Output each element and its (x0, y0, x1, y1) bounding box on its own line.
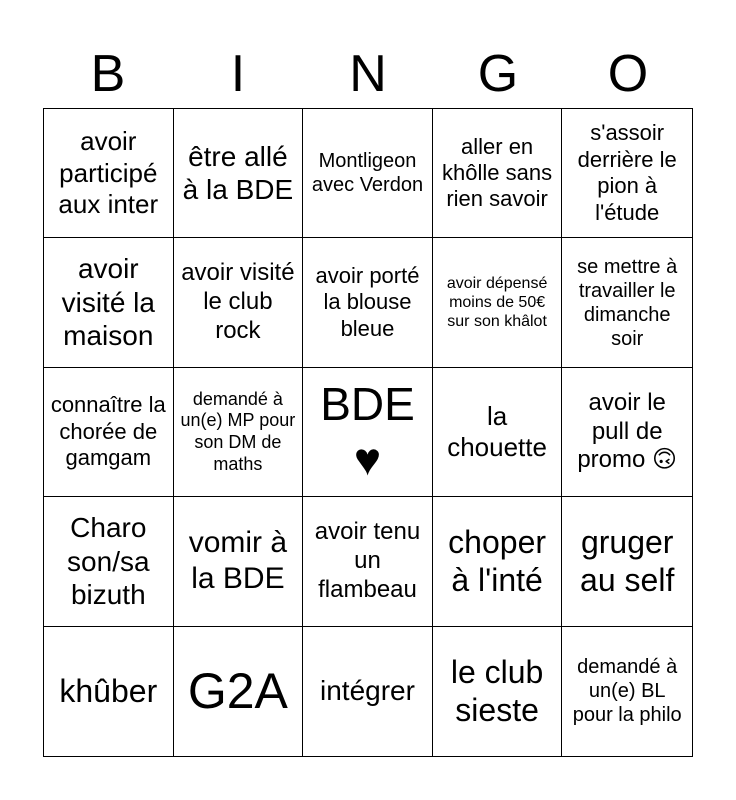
header-letter-g: G (477, 45, 519, 103)
header-letter-i: I (230, 45, 246, 103)
header-letter-o: O (607, 45, 649, 103)
bingo-cell[interactable]: avoir visité la maison (44, 238, 174, 367)
header-letter-b: B (90, 45, 126, 103)
bingo-cell[interactable]: avoir le pull de promo 🙃 (562, 368, 692, 497)
bingo-cell[interactable]: vomir à la BDE (174, 497, 304, 626)
bingo-cell[interactable]: se mettre à travailler le dimanche soir (562, 238, 692, 367)
bingo-cell[interactable]: le club sieste (433, 627, 563, 756)
bingo-cell[interactable]: avoir visité le club rock (174, 238, 304, 367)
bingo-cell[interactable]: demandé à un(e) MP pour son DM de maths (174, 368, 304, 497)
header-letter-n: N (349, 45, 387, 103)
bingo-cell[interactable]: choper à l'inté (433, 497, 563, 626)
bingo-cell[interactable]: la chouette (433, 368, 563, 497)
bingo-cell[interactable]: demandé à un(e) BL pour la philo (572, 656, 682, 727)
bingo-cell[interactable]: avoir dépensé moins de 50€ sur son khâlot (433, 238, 563, 367)
bingo-cell[interactable]: s'assoir derrière le pion à l'étude (562, 109, 692, 238)
bingo-cell[interactable]: avoir participé aux inter (44, 109, 174, 238)
bingo-cell-free[interactable]: BDE ♥ (303, 368, 433, 497)
bingo-grid (43, 108, 693, 757)
bingo-cell[interactable]: khûber (44, 627, 174, 756)
bingo-header (43, 44, 693, 104)
bingo-cell[interactable]: Charo son/sa bizuth (44, 497, 174, 626)
bingo-cell[interactable]: intégrer (303, 627, 433, 756)
bingo-cell[interactable]: connaître la chorée de gamgam (44, 368, 174, 497)
bingo-cell[interactable]: avoir porté la blouse bleue (303, 238, 433, 367)
bingo-cell[interactable]: G2A (174, 627, 304, 756)
bingo-cell[interactable]: gruger au self (562, 497, 692, 626)
bingo-cell[interactable]: avoir tenu un flambeau (303, 497, 433, 626)
bingo-cell[interactable]: être allé à la BDE (174, 109, 304, 238)
bingo-cell[interactable]: aller en khôlle sans rien savoir (433, 109, 563, 238)
bingo-cell[interactable]: Montligeon avec Verdon (303, 109, 433, 238)
